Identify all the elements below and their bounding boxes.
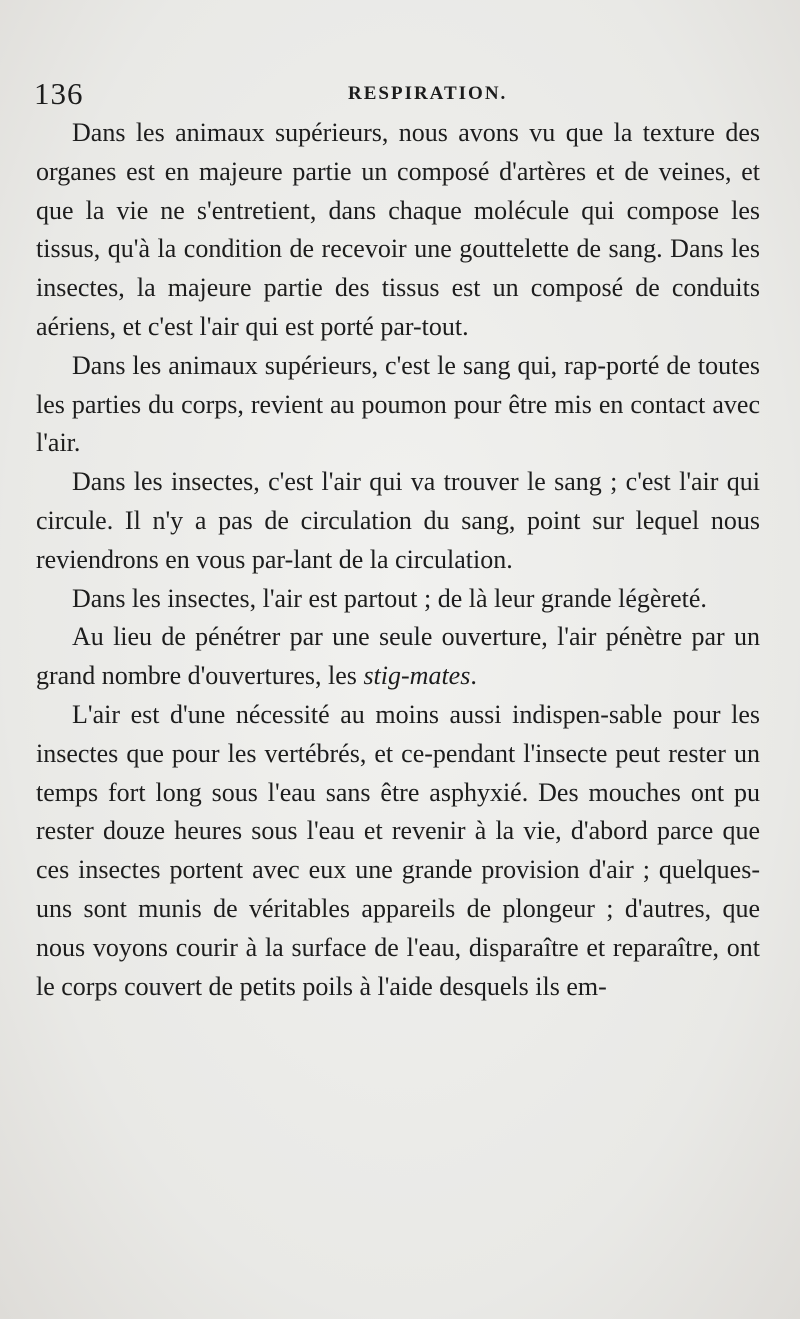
paragraph-5 [36,618,760,696]
running-title: RESPIRATION. [348,83,508,104]
paragraph-5-end: . [470,661,477,691]
page-header [34,74,760,114]
paragraph-4: Dans les insectes, l'air est partout ; de là leur grande légèreté. [72,583,707,613]
paragraph-3: Dans les insectes, c'est l'air qui va trouver le sang ; c'est l'air qui circule. Il n'y a pas de circulation du sang, point sur lequel nous reviendrons en vous par-lant de la circulation. [36,467,760,574]
page-number: 136 [34,76,84,111]
page-body [36,114,760,1006]
italic-term: stig-mates [363,661,471,691]
paragraph-2: Dans les animaux supérieurs, c'est le sang qui, rap-porté de toutes les parties du corps, revient au poumon pour être mis en contact avec l'air. [36,350,760,458]
paragraph-6: L'air est d'une nécessité au moins aussi indispen-sable pour les insectes que pour les vertébrés, et ce-pendant l'insecte peut rester un temps fort long sous l'eau sans être asphyxié. Des mouches ont pu rester douze heures sous l'eau et revenir à la vie, d'abord parce que ces insectes portent avec eux une grande provision d'air ; quelques-uns sont munis de véritables appareils de plongeur ; d'autres, que nous voyons courir à la surface de l'eau, disparaître et reparaître, ont le corps couvert de petits poils à l'aide desquels ils em- [36,699,760,1001]
paragraph-1: Dans les animaux supérieurs, nous avons vu que la texture des organes est en majeure partie un composé d'artères et de veines, et que la vie ne s'entretient, dans chaque molécule qui compose les tissus, qu'à la condition de recevoir une gouttelette de sang. Dans les insectes, la majeure partie des tissus est un composé de conduits aériens, et c'est l'air qui est porté par-tout. [36,118,760,341]
paragraph-5-text: Au lieu de pénétrer par une seule ouverture, l'air pénètre par un grand nombre d'ouvertures, les [36,622,760,691]
